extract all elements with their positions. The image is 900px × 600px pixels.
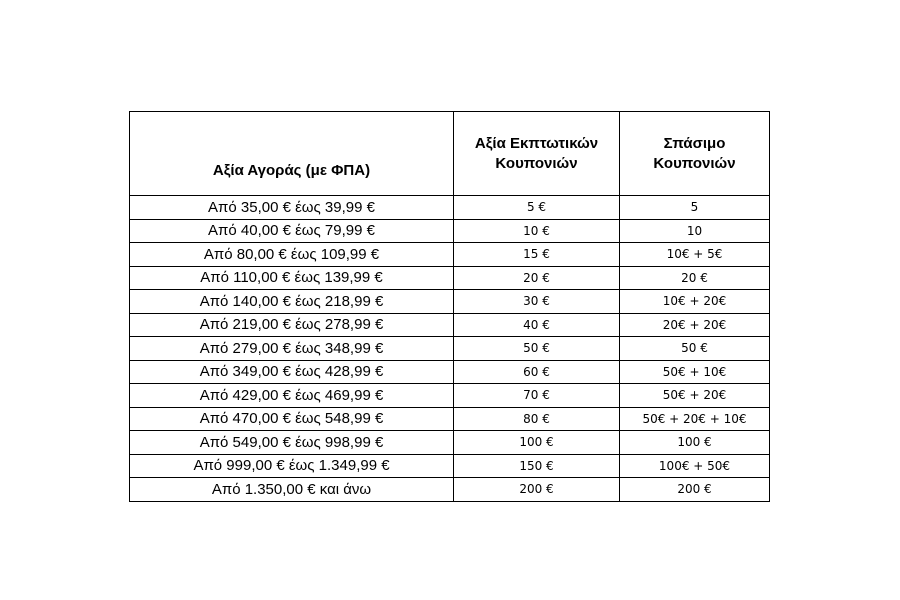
header-purchase-value: Αξία Αγοράς (με ΦΠΑ) bbox=[130, 112, 454, 196]
purchase-range-cell: Από 110,00 € έως 139,99 € bbox=[130, 266, 454, 290]
table-row bbox=[130, 407, 770, 431]
coupon-split-cell: 10€ + 20€ bbox=[620, 290, 770, 314]
coupon-value-cell: 100 € bbox=[454, 431, 620, 455]
header-coupon-split-line2: Κουπονιών bbox=[653, 154, 736, 172]
table-row bbox=[130, 196, 770, 220]
purchase-range-cell: Από 219,00 € έως 278,99 € bbox=[130, 313, 454, 337]
table-body bbox=[130, 196, 770, 502]
purchase-range-cell: Από 429,00 € έως 469,99 € bbox=[130, 384, 454, 408]
header-coupon-value-line2: Κουπονιών bbox=[495, 154, 578, 172]
table-row bbox=[130, 337, 770, 361]
table-row bbox=[130, 313, 770, 337]
header-coupon-split-line1: Σπάσιμο bbox=[663, 134, 726, 152]
table-row bbox=[130, 266, 770, 290]
coupon-split-cell: 50€ + 10€ bbox=[620, 360, 770, 384]
coupon-value-cell: 200 € bbox=[454, 478, 620, 502]
coupon-value-cell: 70 € bbox=[454, 384, 620, 408]
coupon-value-cell: 50 € bbox=[454, 337, 620, 361]
purchase-range-cell: Από 279,00 € έως 348,99 € bbox=[130, 337, 454, 361]
table-row bbox=[130, 454, 770, 478]
table-row bbox=[130, 360, 770, 384]
coupon-value-cell: 15 € bbox=[454, 243, 620, 267]
purchase-range-cell: Από 1.350,00 € και άνω bbox=[130, 478, 454, 502]
table-row bbox=[130, 290, 770, 314]
coupon-table bbox=[129, 111, 770, 502]
coupon-value-cell: 30 € bbox=[454, 290, 620, 314]
header-coupon-split bbox=[620, 112, 770, 196]
coupon-split-cell: 20€ + 20€ bbox=[620, 313, 770, 337]
header-coupon-value-line1: Αξία Εκπτωτικών bbox=[474, 134, 599, 152]
coupon-value-cell: 150 € bbox=[454, 454, 620, 478]
coupon-split-cell: 50€ + 20€ bbox=[620, 384, 770, 408]
coupon-split-cell: 100€ + 50€ bbox=[620, 454, 770, 478]
table-header bbox=[130, 112, 770, 196]
purchase-range-cell: Από 999,00 € έως 1.349,99 € bbox=[130, 454, 454, 478]
table-row bbox=[130, 243, 770, 267]
coupon-split-cell: 100 € bbox=[620, 431, 770, 455]
purchase-range-cell: Από 470,00 € έως 548,99 € bbox=[130, 407, 454, 431]
coupon-value-cell: 40 € bbox=[454, 313, 620, 337]
purchase-range-cell: Από 35,00 € έως 39,99 € bbox=[130, 196, 454, 220]
header-row bbox=[130, 112, 770, 196]
table-row bbox=[130, 219, 770, 243]
purchase-range-cell: Από 549,00 € έως 998,99 € bbox=[130, 431, 454, 455]
coupon-value-cell: 80 € bbox=[454, 407, 620, 431]
purchase-range-cell: Από 349,00 € έως 428,99 € bbox=[130, 360, 454, 384]
table-row bbox=[130, 478, 770, 502]
purchase-range-cell: Από 40,00 € έως 79,99 € bbox=[130, 219, 454, 243]
coupon-split-cell: 200 € bbox=[620, 478, 770, 502]
table-row bbox=[130, 384, 770, 408]
coupon-split-cell: 10 bbox=[620, 219, 770, 243]
purchase-range-cell: Από 140,00 € έως 218,99 € bbox=[130, 290, 454, 314]
coupon-value-cell: 5 € bbox=[454, 196, 620, 220]
header-coupon-value bbox=[454, 112, 620, 196]
coupon-split-cell: 10€ + 5€ bbox=[620, 243, 770, 267]
coupon-value-cell: 20 € bbox=[454, 266, 620, 290]
coupon-split-cell: 50€ + 20€ + 10€ bbox=[620, 407, 770, 431]
coupon-split-cell: 20 € bbox=[620, 266, 770, 290]
table-row bbox=[130, 431, 770, 455]
coupon-value-cell: 60 € bbox=[454, 360, 620, 384]
coupon-split-cell: 5 bbox=[620, 196, 770, 220]
coupon-value-cell: 10 € bbox=[454, 219, 620, 243]
purchase-range-cell: Από 80,00 € έως 109,99 € bbox=[130, 243, 454, 267]
coupon-split-cell: 50 € bbox=[620, 337, 770, 361]
